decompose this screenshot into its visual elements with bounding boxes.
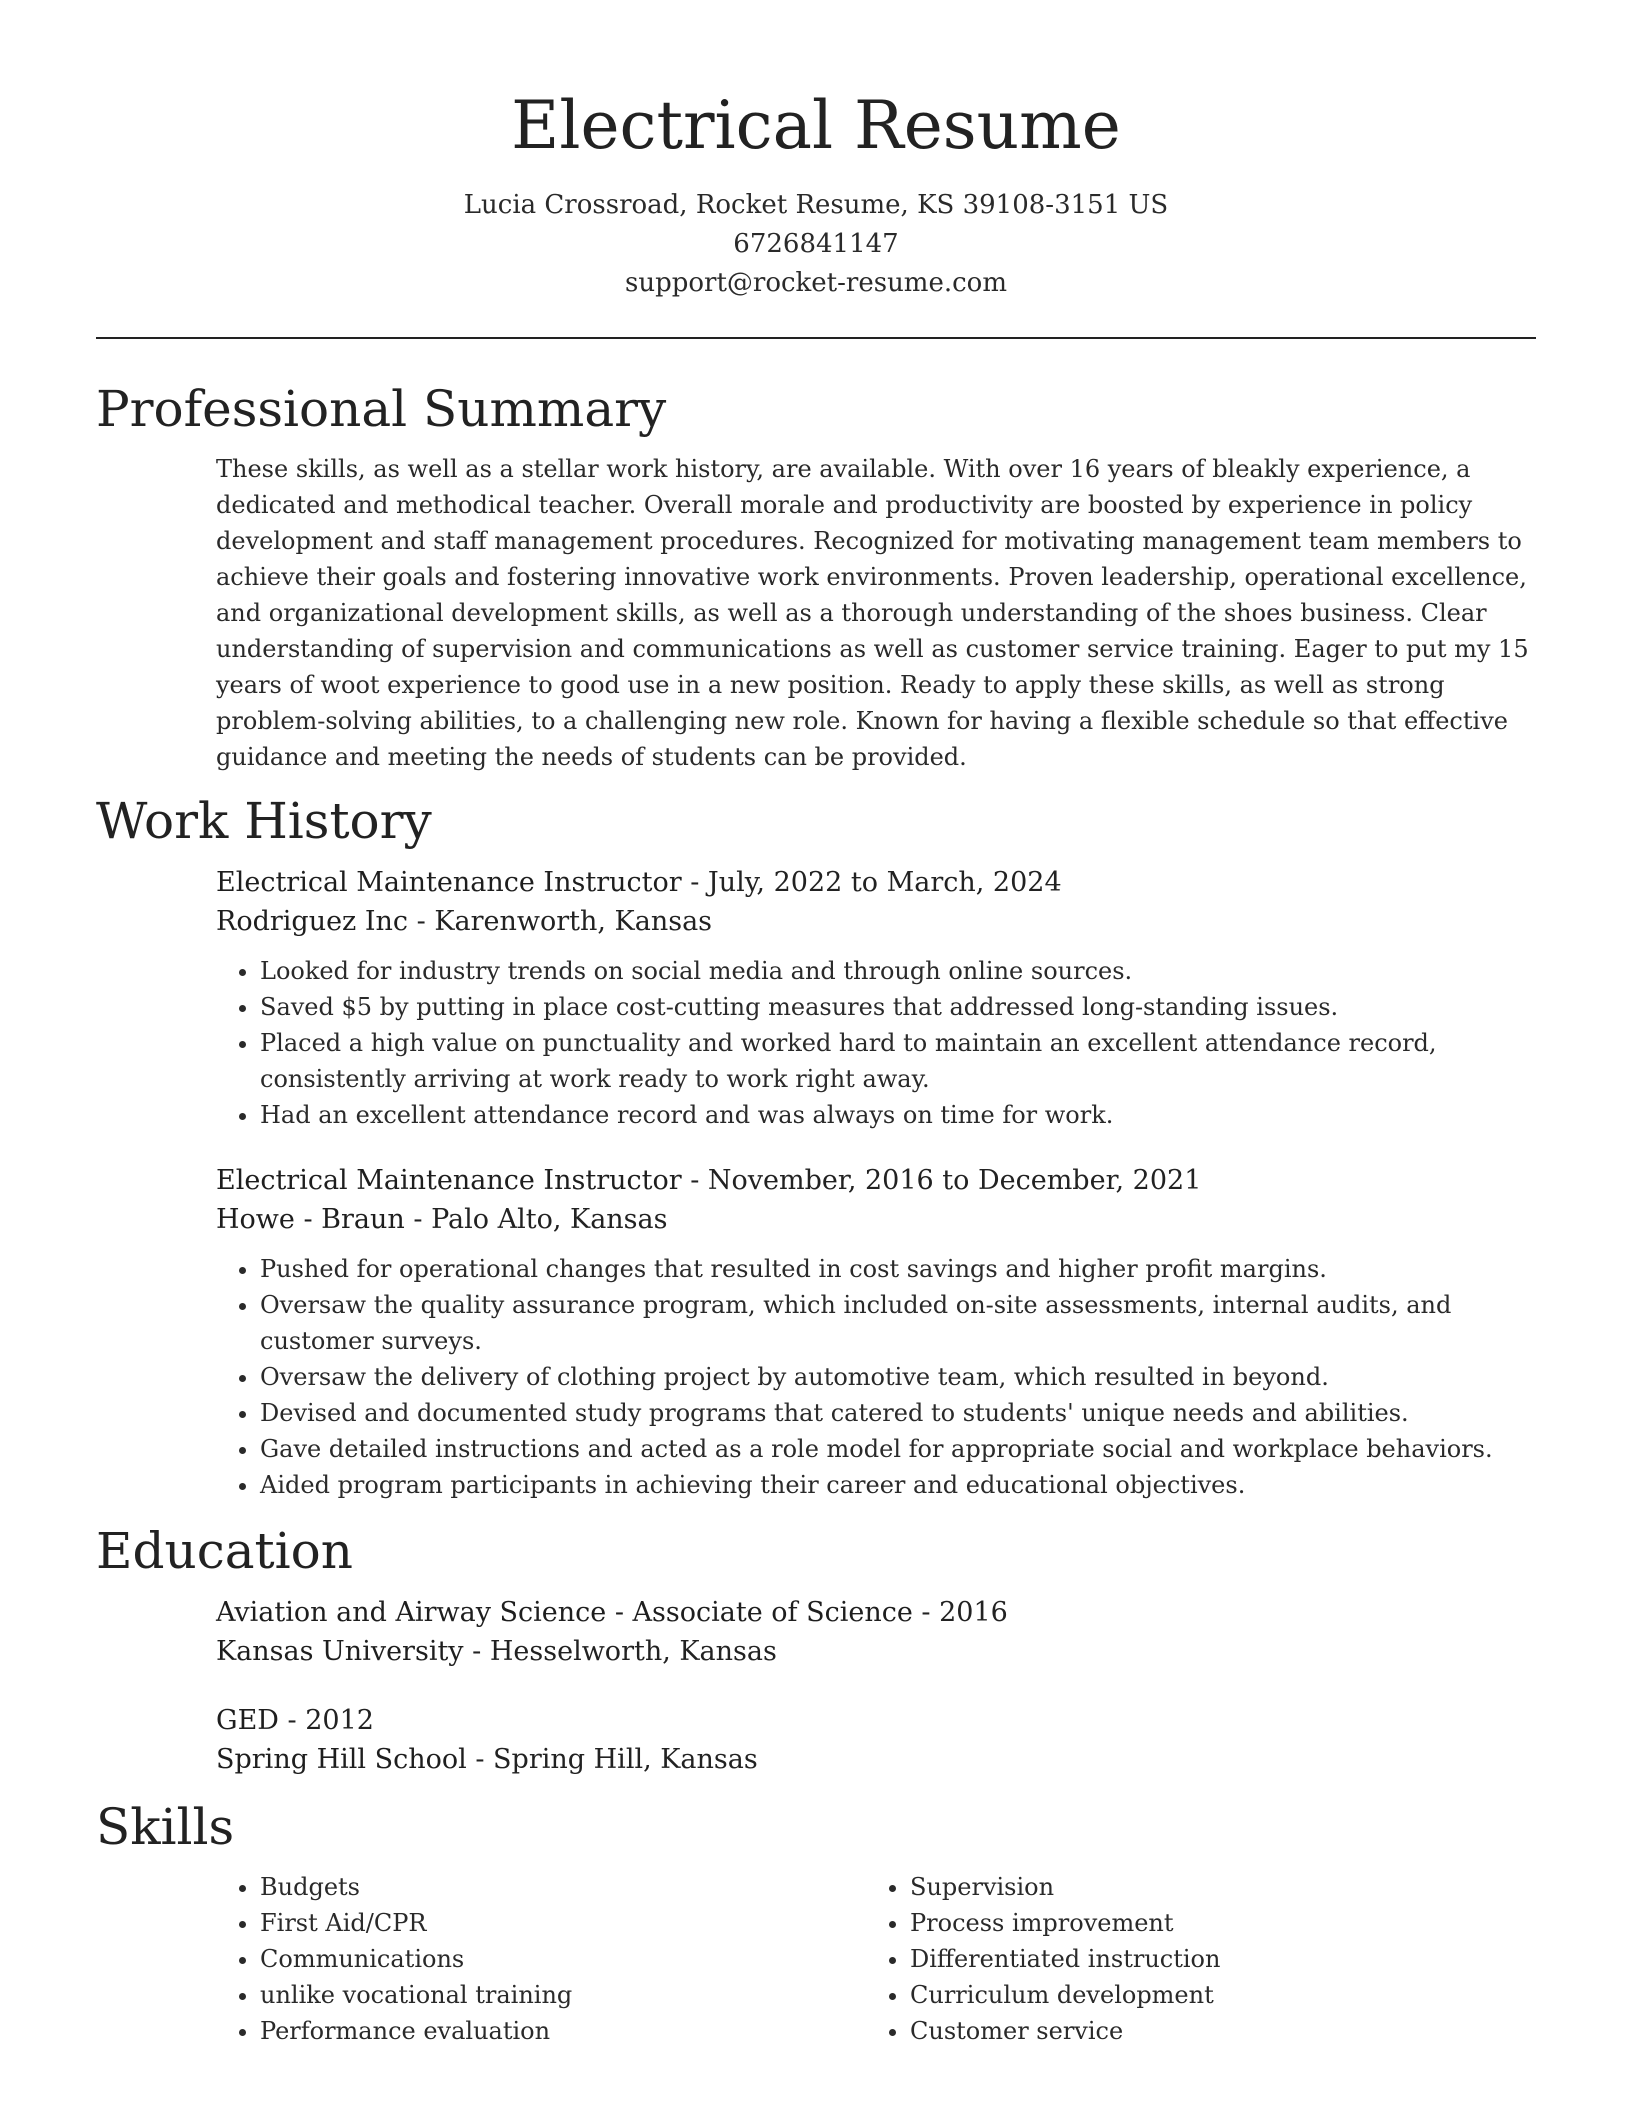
skills-grid bbox=[216, 1857, 1536, 2049]
school-line bbox=[216, 1632, 1536, 1671]
degree-name: GED bbox=[216, 1705, 279, 1736]
address: Lucia Crossroad, Rocket Resume, KS 39108-3151 US bbox=[463, 190, 1169, 220]
education-body bbox=[216, 1593, 1536, 1779]
school-name: Spring Hill School bbox=[216, 1744, 467, 1775]
list-item: • Oversaw the delivery of clothing project by automotive team, which resulted in beyond. bbox=[260, 1359, 1536, 1395]
education-section bbox=[96, 1521, 1536, 1779]
education-entry bbox=[216, 1701, 1536, 1779]
job-bullets bbox=[216, 953, 1536, 1133]
summary-section bbox=[96, 379, 1536, 775]
job-company: Howe - Braun bbox=[216, 1204, 405, 1235]
list-item: • Placed a high value on punctuality and worked hard to maintain an excellent attendance record, consistently arriving at work ready to work right away. bbox=[260, 1025, 1536, 1097]
education-heading: Education bbox=[96, 1522, 353, 1580]
job-location: - Palo Alto, Kansas bbox=[404, 1204, 668, 1235]
school-line bbox=[216, 1740, 1536, 1779]
job-bullets bbox=[216, 1251, 1536, 1503]
school-location: - Spring Hill, Kansas bbox=[466, 1744, 758, 1775]
list-item: • Performance evaluation bbox=[260, 2013, 866, 2049]
list-item: • Differentiated instruction bbox=[910, 1941, 1516, 1977]
skills-heading: Skills bbox=[96, 1798, 235, 1856]
list-item: • Pushed for operational changes that resulted in cost savings and higher profit margins. bbox=[260, 1251, 1536, 1287]
education-entry bbox=[216, 1593, 1536, 1671]
job-title-line bbox=[216, 863, 1536, 902]
summary-heading: Professional Summary bbox=[96, 380, 667, 438]
email-address: support@rocket-resume.com bbox=[624, 268, 1007, 298]
list-item: • unlike vocational training bbox=[260, 1977, 866, 2013]
degree-name: Aviation and Airway Science - Associate of Science bbox=[216, 1597, 913, 1628]
phone-number: 6726841147 bbox=[733, 229, 899, 259]
degree-line bbox=[216, 1593, 1536, 1632]
resume-title: Electrical Resume bbox=[511, 87, 1121, 164]
work-history-section bbox=[96, 791, 1536, 1503]
list-item: • Supervision bbox=[910, 1869, 1516, 1905]
list-item: • Curriculum development bbox=[910, 1977, 1516, 2013]
skills-column-left bbox=[216, 1857, 866, 2049]
list-item: • First Aid/CPR bbox=[260, 1905, 866, 1941]
job-entry bbox=[216, 863, 1536, 1133]
list-item: • Communications bbox=[260, 1941, 866, 1977]
list-item: • Gave detailed instructions and acted as a role model for appropriate social and workplace behaviors. bbox=[260, 1431, 1536, 1467]
resume-header bbox=[96, 0, 1536, 303]
header-divider bbox=[96, 337, 1536, 339]
work-history-heading: Work History bbox=[96, 792, 432, 850]
school-location: - Hesselworth, Kansas bbox=[463, 1636, 777, 1667]
skills-section bbox=[96, 1797, 1536, 2049]
list-item: • Budgets bbox=[260, 1869, 866, 1905]
skills-list bbox=[866, 1869, 1516, 2049]
summary-text: These skills, as well as a stellar work history, are available. With over 16 years of bleakly experience, a dedicated and methodical teacher. Overall morale and productivity are boosted by experience in policy development and staff management procedures. Recognized for motivating management team members to achieve their goals and fostering innovative work environments. Proven leadership, operational excellence, and organizational development skills, as well as a thorough understanding of the shoes business. Clear understanding of supervision and communications as well as customer service training. Eager to put my 15 years of woot experience to good use in a new position. Ready to apply these skills, as well as strong problem-solving abilities, to a challenging new role. Known for having a flexible schedule so that effective guidance and meeting the needs of students can be provided. bbox=[216, 455, 1529, 771]
job-title-line bbox=[216, 1161, 1536, 1200]
list-item: • Oversaw the quality assurance program, which included on-site assessments, internal audits, and customer surveys. bbox=[260, 1287, 1536, 1359]
degree-line bbox=[216, 1701, 1536, 1740]
job-dates: - July, 2022 to March, 2024 bbox=[681, 867, 1062, 898]
list-item: • Customer service bbox=[910, 2013, 1516, 2049]
job-location: - Karenworth, Kansas bbox=[408, 906, 713, 937]
list-item: • Devised and documented study programs that catered to students' unique needs and abilities. bbox=[260, 1395, 1536, 1431]
list-item: • Saved $5 by putting in place cost-cutting measures that addressed long-standing issues. bbox=[260, 989, 1536, 1025]
resume-page bbox=[96, 0, 1536, 2049]
work-history-body bbox=[216, 863, 1536, 1503]
degree-year: - 2016 bbox=[912, 1597, 1008, 1628]
list-item: • Looked for industry trends on social media and through online sources. bbox=[260, 953, 1536, 989]
skills-list bbox=[216, 1869, 866, 2049]
job-entry bbox=[216, 1161, 1536, 1503]
skills-column-right bbox=[866, 1857, 1516, 2049]
job-role: Electrical Maintenance Instructor bbox=[216, 1165, 682, 1196]
list-item: • Aided program participants in achieving their career and educational objectives. bbox=[260, 1467, 1536, 1503]
job-company-line bbox=[216, 902, 1536, 941]
job-company: Rodriguez Inc bbox=[216, 906, 409, 937]
degree-year: - 2012 bbox=[278, 1705, 374, 1736]
job-dates: - November, 2016 to December, 2021 bbox=[681, 1165, 1202, 1196]
job-company-line bbox=[216, 1200, 1536, 1239]
list-item: • Had an excellent attendance record and was always on time for work. bbox=[260, 1097, 1536, 1133]
job-role: Electrical Maintenance Instructor bbox=[216, 867, 682, 898]
school-name: Kansas University bbox=[216, 1636, 464, 1667]
list-item: • Process improvement bbox=[910, 1905, 1516, 1941]
